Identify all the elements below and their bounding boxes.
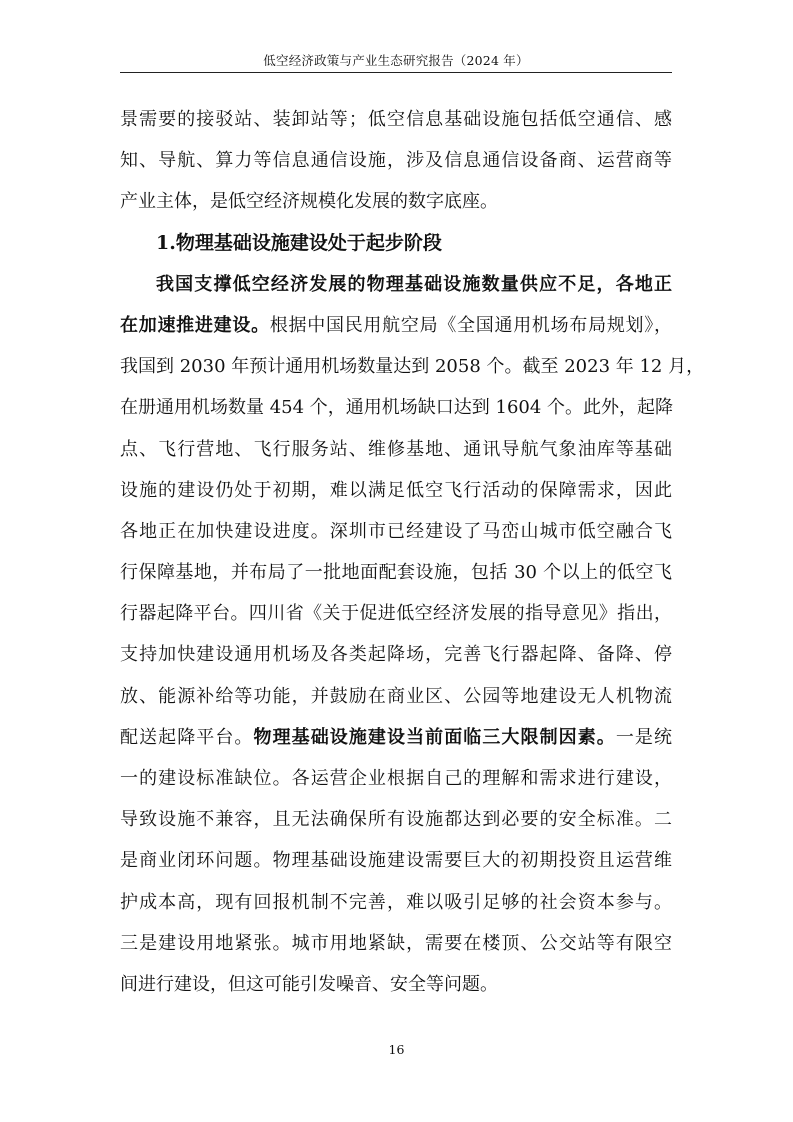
- header-divider: [120, 72, 672, 73]
- body-text-span: 一是统: [615, 726, 673, 748]
- body-line: 一的建设标准缺位。各运营企业根据自己的理解和需求进行建设，: [120, 768, 672, 789]
- body-line: 行保障基地，并布局了一批地面配套设施，包括 30 个以上的低空飞: [120, 562, 672, 584]
- body-line: 点、飞行营地、飞行服务站、维修基地、通讯导航气象油库等基础: [120, 438, 672, 460]
- body-line: 导致设施不兼容，且无法确保所有设施都达到必要的安全标准。二: [120, 809, 672, 831]
- key-sentence: 在加速推进建设。: [120, 314, 270, 336]
- body-text-span: 配送起降平台。: [120, 726, 254, 748]
- body-line: [120, 305, 672, 346]
- page-number: 16: [388, 1042, 405, 1057]
- body-line: 护成本高，现有回报机制不完善，难以吸引足够的社会资本参与。: [120, 891, 672, 913]
- body-line: 在册通用机场数量 454 个，通用机场缺口达到 1604 个。此外，起降: [120, 397, 674, 419]
- body-line: 各地正在加快建设进度。深圳市已经建设了马峦山城市低空融合飞: [120, 520, 672, 542]
- running-header: 低空经济政策与产业生态研究报告（2024 年）: [263, 53, 529, 68]
- body-line: 行器起降平台。四川省《关于促进低空经济发展的指导意见》指出，: [120, 603, 672, 625]
- body-line: 放、能源补给等功能，并鼓励在商业区、公园等地建设无人机物流: [120, 685, 672, 707]
- body-line: 知、导航、算力等信息通信设施，涉及信息通信设备商、运营商等: [120, 150, 672, 172]
- body-line: 三是建设用地紧张。城市用地紧缺，需要在楼顶、公交站等有限空: [120, 932, 672, 954]
- body-line: [120, 264, 672, 305]
- body-line: 设施的建设仍处于初期，难以满足低空飞行活动的保障需求，因此: [120, 479, 672, 501]
- body-line: [120, 717, 672, 758]
- body-line: 间进行建设，但这可能引发噪音、安全等问题。: [120, 973, 498, 995]
- key-sentence: 我国支撑低空经济发展的物理基础设施数量供应不足，各地正: [156, 273, 672, 295]
- body-line: 景需要的接驳站、装卸站等；低空信息基础设施包括低空通信、感: [120, 109, 672, 130]
- body-text-span: 根据中国民用航空局《全国通用机场布局规划》，: [269, 314, 673, 336]
- body-line: 产业主体，是低空经济规模化发展的数字底座。: [120, 191, 498, 213]
- body-text: [120, 99, 705, 1005]
- body-line: 是商业闭环问题。物理基础设施建设需要巨大的初期投资且运营维: [120, 850, 672, 872]
- body-line: 我国到 2030 年预计通用机场数量达到 2058 个。截至 2023 年 12 月，: [120, 356, 705, 378]
- section-heading: 1.物理基础设施建设处于起步阶段: [156, 231, 442, 254]
- body-line: 支持加快建设通用机场及各类起降场，完善飞行器起降、备降、停: [120, 644, 672, 666]
- key-sentence: 物理基础设施建设当前面临三大限制因素。: [253, 726, 616, 748]
